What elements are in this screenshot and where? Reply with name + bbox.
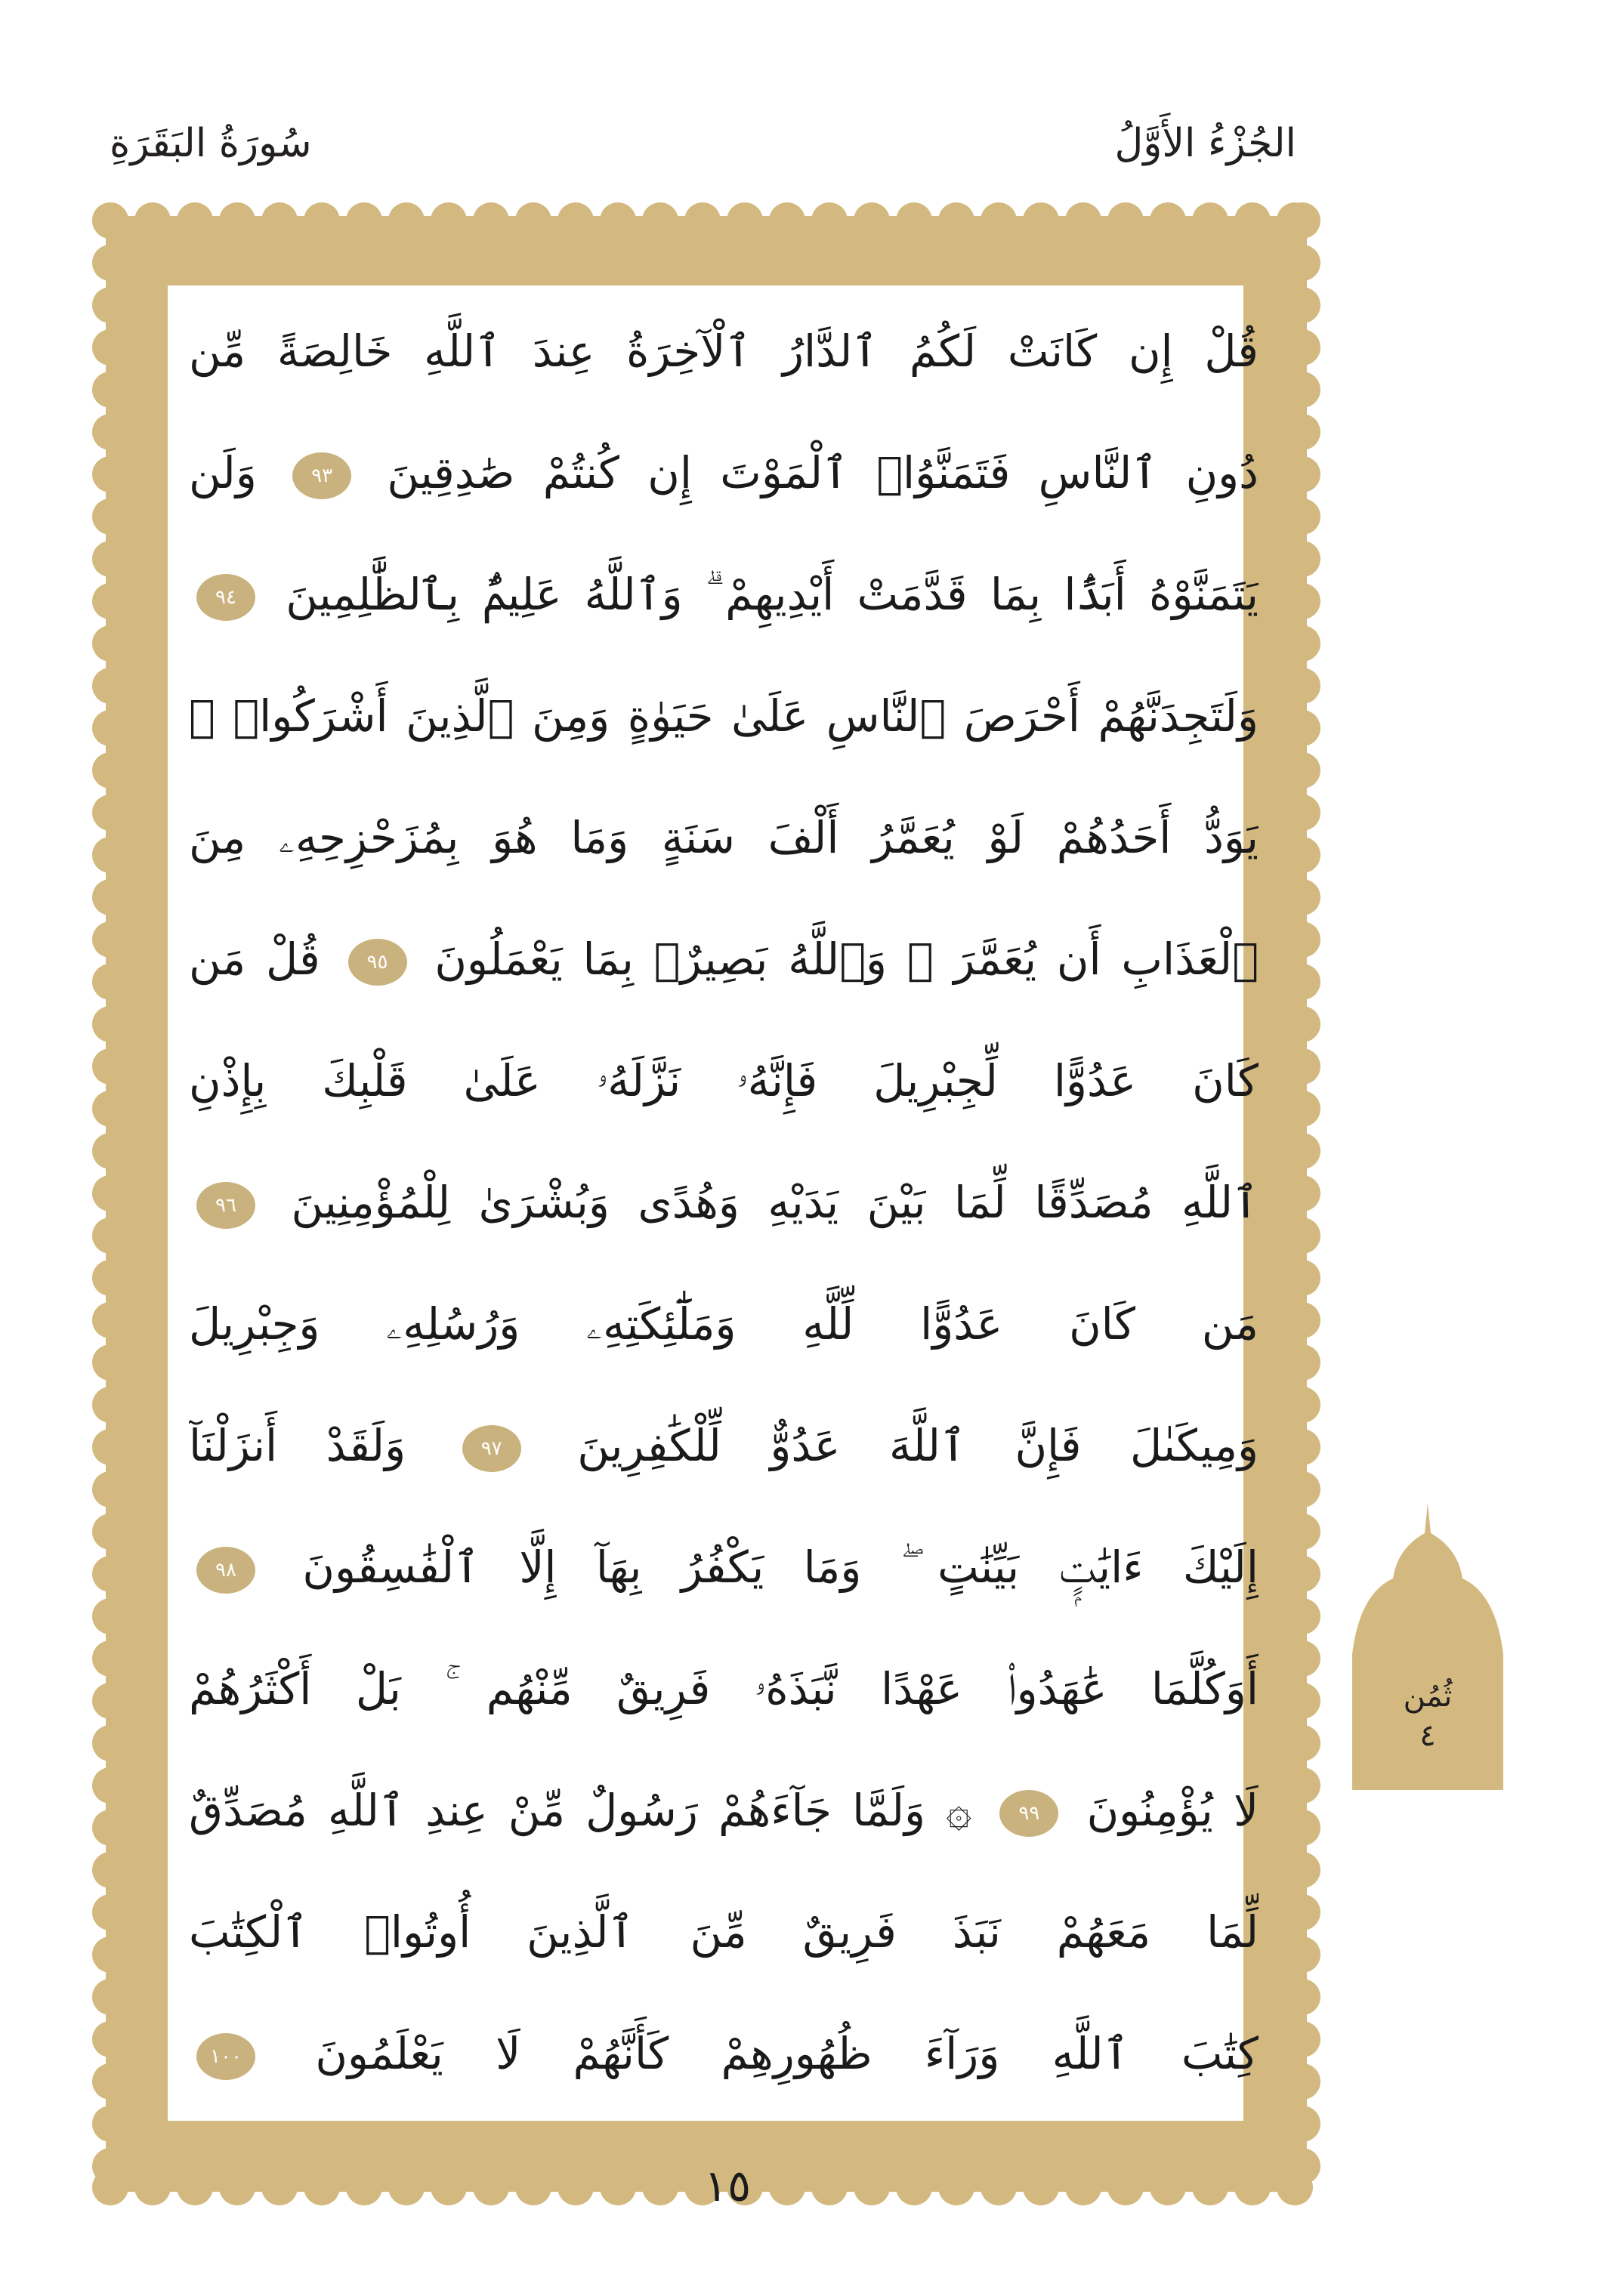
verse-text: إِلَيْكَ ءَايَٰتٍۭ بَيِّنَٰتٍ ۖ وَمَا يَكْفُرُ بِهَآ إِلَّا ٱلْفَٰسِقُونَ [302, 1541, 1259, 1593]
verse-text: قُلْ إِن كَانَتْ لَكُمُ ٱلدَّارُ ٱلْآخِرَةُ عِندَ ٱللَّهِ خَالِصَةً مِّن [189, 326, 1259, 377]
thumun-word: ثُمُن [1403, 1679, 1453, 1714]
verse-text: وَلَن [189, 447, 257, 498]
verse-text: وَمِيكَىٰلَ فَإِنَّ ٱللَّهَ عَدُوٌّ لِّلْكَٰفِرِينَ [577, 1420, 1259, 1471]
text-line [189, 1275, 1259, 1373]
verse-text: دُونِ ٱلنَّاسِ فَتَمَنَّوُا۟ ٱلْمَوْتَ إِن كُنتُمْ صَٰدِقِينَ [387, 447, 1259, 498]
verse-text: يَتَمَنَّوْهُ أَبَدًۢا بِمَا قَدَّمَتْ أَيْدِيهِمْ ۗ وَٱللَّهُ عَلِيمٌۢ بِٱلظَّٰلِمِينَ [286, 569, 1259, 620]
text-line [189, 424, 1259, 522]
text-line [189, 1153, 1259, 1251]
verse-text: وَلَقَدْ أَنزَلْنَآ [189, 1420, 406, 1471]
ayah-number-badge: ٩٨ [196, 1547, 255, 1594]
ayah-number-badge: ٩٣ [292, 452, 351, 499]
thumun-number: ٤ [1419, 1718, 1436, 1753]
text-line [189, 1883, 1259, 1981]
text-line [189, 1761, 1259, 1859]
text-line [189, 1640, 1259, 1738]
verse-text: كِتَٰبَ ٱللَّهِ وَرَآءَ ظُهُورِهِمْ كَأَنَّهُمْ لَا يَعْلَمُونَ [315, 2028, 1259, 2079]
verse-text: ٱللَّهِ مُصَدِّقًا لِّمَا بَيْنَ يَدَيْهِ وَهُدًى وَبُشْرَىٰ لِلْمُؤْمِنِينَ [291, 1177, 1259, 1228]
ayah-number-badge: ١٠٠ [196, 2033, 255, 2080]
verse-text: ۞ وَلَمَّا جَآءَهُمْ رَسُولٌ مِّنْ عِندِ ٱللَّهِ مُصَدِّقٌ [189, 1785, 972, 1836]
verse-text: مَن كَانَ عَدُوًّا لِّلَّهِ وَمَلَٰٓئِكَتِهِۦ وَرُسُلِهِۦ وَجِبْرِيلَ [189, 1298, 1259, 1350]
verse-text: قُلْ مَن [189, 934, 320, 985]
verse-text: لِّمَا مَعَهُمْ نَبَذَ فَرِيقٌ مِّنَ ٱلَّذِينَ أُوتُوا۟ ٱلْكِتَٰبَ [189, 1906, 1259, 1958]
thumun-label [1352, 1677, 1503, 1755]
text-line [189, 302, 1259, 400]
text-line [189, 788, 1259, 887]
verse-text: كَانَ عَدُوًّا لِّجِبْرِيلَ فَإِنَّهُۥ نَزَّلَهُۥ عَلَىٰ قَلْبِكَ بِإِذْنِ [189, 1055, 1259, 1106]
ayah-number-badge: ٩٥ [348, 939, 407, 986]
verse-text: أَوَكُلَّمَا عَٰهَدُوا۟ عَهْدًا نَّبَذَهُۥ فَرِيقٌ مِّنْهُم ۚ بَلْ أَكْثَرُهُمْ [189, 1663, 1259, 1714]
text-line [189, 1032, 1259, 1130]
juz-title: الجُزْءُ الأَوَّلُ [1114, 121, 1296, 166]
surah-title: سُورَةُ البَقَرَةِ [110, 121, 312, 166]
text-line [189, 1396, 1259, 1495]
text-line [189, 545, 1259, 643]
page-number: ١٥ [703, 2160, 752, 2211]
text-line [189, 1518, 1259, 1616]
ayah-number-badge: ٩٦ [196, 1182, 255, 1229]
text-line [189, 667, 1259, 765]
verse-text: يَوَدُّ أَحَدُهُمْ لَوْ يُعَمَّرُ أَلْفَ سَنَةٍ وَمَا هُوَ بِمُزَحْزِحِهِۦ مِنَ [189, 812, 1259, 863]
ayah-number-badge: ٩٧ [462, 1425, 521, 1472]
verse-text: وَلَتَجِدَنَّهُمْ أَحْرَصَ ٱلنَّاسِ عَلَىٰ حَيَوٰةٍ وَمِنَ ٱلَّذِينَ أَشْرَكُوا۟ ۚ [189, 690, 1259, 742]
ayah-number-badge: ٩٤ [196, 574, 255, 621]
verse-text: ٱلْعَذَابِ أَن يُعَمَّرَ ۗ وَٱللَّهُ بَصِيرٌۢ بِمَا يَعْمَلُونَ [434, 934, 1259, 985]
ayah-number-badge: ٩٩ [999, 1790, 1058, 1837]
text-line [189, 910, 1259, 1008]
verse-text: لَا يُؤْمِنُونَ [1086, 1785, 1259, 1836]
text-line [189, 2004, 1259, 2103]
